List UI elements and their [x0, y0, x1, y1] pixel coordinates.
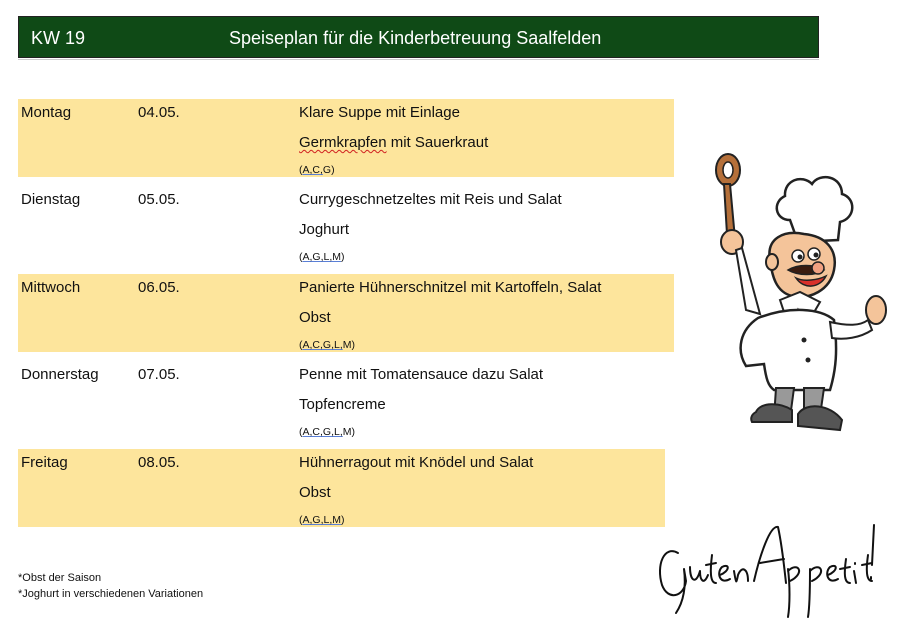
allergen-codes: (A,C,G): [299, 164, 335, 176]
day-row-dienstag: [18, 186, 674, 264]
week-label: KW 19: [31, 28, 86, 48]
day-name: Montag: [21, 104, 72, 121]
allergen-codes: (A,C,G,L,M): [299, 339, 356, 351]
dish-main: Hühnerragout mit Knödel und Salat: [299, 454, 534, 471]
dish-second: Joghurt: [299, 221, 350, 238]
dish-main: Penne mit Tomatensauce dazu Salat: [299, 366, 544, 383]
chef-illustration: [680, 150, 895, 450]
page-title: Speiseplan für die Kinderbetreuung Saalfelden: [229, 28, 602, 48]
header-divider: [18, 59, 819, 60]
guten-appetit-signature: [650, 505, 880, 620]
day-date: 08.05.: [138, 454, 180, 471]
day-date: 06.05.: [138, 279, 180, 296]
day-date: 04.05.: [138, 104, 180, 121]
footnote-yogurt: *Joghurt in verschiedenen Variationen: [18, 588, 204, 600]
dish-second: [299, 134, 488, 151]
footnote-fruit: *Obst der Saison: [18, 572, 102, 584]
day-row-mittwoch: [18, 274, 674, 352]
day-name: Donnerstag: [21, 366, 99, 383]
dish-second: Obst: [299, 484, 331, 501]
day-name: Mittwoch: [21, 279, 81, 296]
dish-main: Currygeschnetzeltes mit Reis und Salat: [299, 191, 562, 208]
dish-second-word: Germkrapfen: [299, 134, 387, 151]
day-name: Freitag: [21, 454, 68, 471]
day-name: Dienstag: [21, 191, 81, 208]
footnotes: [18, 570, 203, 602]
day-date: 05.05.: [138, 191, 180, 208]
dish-second: Obst: [299, 309, 331, 326]
dish-main: Klare Suppe mit Einlage: [299, 104, 460, 121]
header-bar: [18, 16, 819, 58]
dish-main: Panierte Hühnerschnitzel mit Kartoffeln, Salat: [299, 279, 602, 296]
dish-second-rest: mit Sauerkraut: [386, 134, 489, 151]
day-row-donnerstag: [18, 361, 674, 439]
allergen-codes: (A,C,G,L,M): [299, 426, 356, 438]
allergen-codes: (A,G,L,M): [299, 251, 345, 263]
allergen-codes: (A,G,L,M): [299, 514, 345, 526]
dish-second: Topfencreme: [299, 396, 386, 413]
day-row-montag: [18, 99, 674, 177]
day-date: 07.05.: [138, 366, 180, 383]
day-row-freitag: [18, 449, 665, 527]
